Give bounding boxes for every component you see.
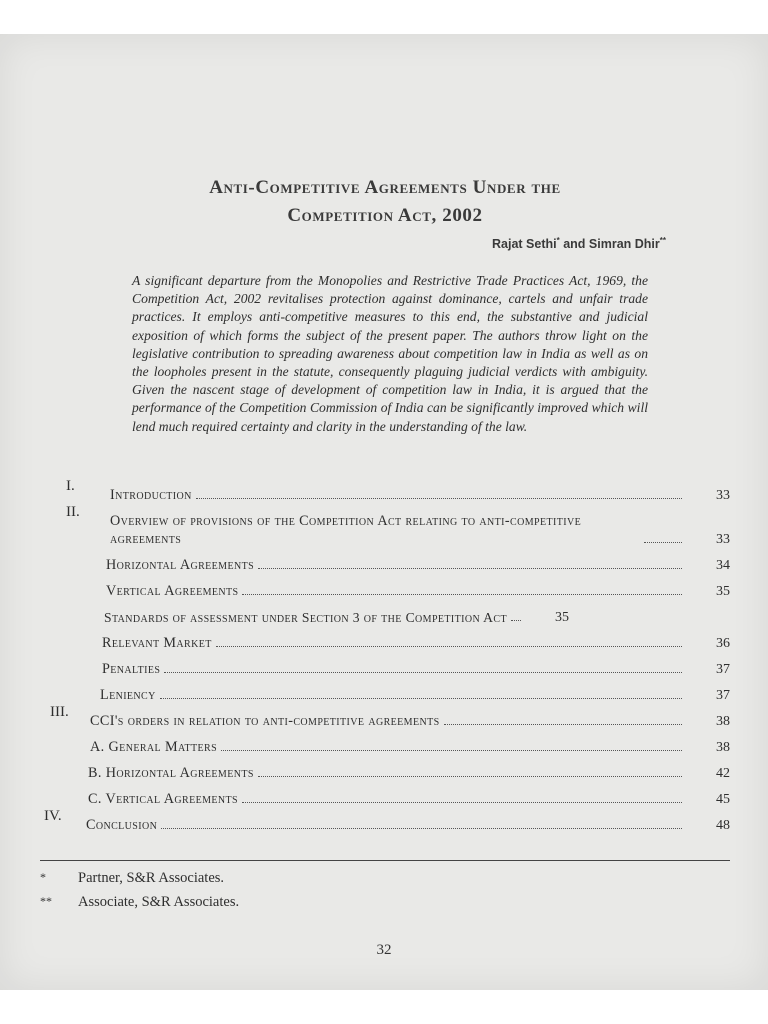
- toc-label: A. General Matters: [90, 739, 218, 755]
- toc-label: Penalties: [102, 661, 161, 677]
- toc-leader-dots: [444, 724, 682, 725]
- toc-page: 33: [716, 488, 730, 503]
- toc-leader-dots: [161, 828, 682, 829]
- toc-label: CCI's orders in relation to anti-competitive agreements: [90, 713, 440, 729]
- toc-leader-dots: [216, 646, 682, 647]
- footnote-mark: **: [659, 236, 666, 245]
- toc-number: I.: [66, 478, 75, 494]
- toc-leader-dots: [160, 698, 682, 699]
- toc-entry: [40, 756, 730, 782]
- toc-page: 38: [716, 740, 730, 755]
- author-name: Rajat Sethi: [492, 237, 557, 252]
- footnote-text: Associate, S&R Associates.: [78, 894, 240, 910]
- toc-page: 37: [716, 688, 730, 703]
- toc-label: Relevant Market: [102, 635, 212, 651]
- author-conjunction: and: [559, 237, 589, 252]
- title-line-1: Anti-Competitive Agreements Under the: [209, 177, 561, 198]
- author-byline: [492, 236, 666, 251]
- footnote-mark: *: [40, 870, 46, 884]
- toc-entry: [40, 478, 730, 504]
- toc-entry: [40, 600, 730, 626]
- toc-entry: [40, 652, 730, 678]
- toc-number: II.: [66, 504, 80, 520]
- toc-entry: [40, 548, 730, 574]
- toc-leader-dots: [258, 568, 682, 569]
- toc-page: 36: [716, 636, 730, 651]
- footnote-divider: [40, 860, 730, 861]
- page-number: 32: [376, 942, 392, 958]
- toc-page: 45: [716, 792, 730, 807]
- toc-page: 38: [716, 714, 730, 729]
- toc-leader-dots: [196, 498, 682, 499]
- toc-leader-dots: [164, 672, 682, 673]
- toc-entry: [40, 808, 730, 834]
- toc-entry: [40, 782, 730, 808]
- toc-page: 35: [716, 584, 730, 599]
- toc-entry: [40, 626, 730, 652]
- toc-leader-dots: [221, 750, 682, 751]
- table-of-contents: [40, 478, 730, 834]
- footnote-mark: **: [40, 894, 52, 908]
- toc-label: Standards of assessment under Section 3 of the Competition Act: [104, 610, 507, 625]
- abstract-paragraph: A significant departure from the Monopolies and Restrictive Trade Practices Act, 1969, the Competition Act, 2002 revitalises protection against dominance, cartels and unfair trade practices. It employs anti-competitive measures to this end, the substantive and judicial exposition of which forms the subject of the present paper. The authors throw light on the legislative contribution to spreading awareness about competition law in India as well as on the loopholes present in the statute, consequently plaguing judicial verdicts with ambiguity. Given the nascent stage of development of competition law in India, it is argued that the performance of the Competition Commission of India can be significantly improved which will lend much required certainty and clarity in the understanding of the law.: [132, 273, 648, 434]
- toc-leader-dots: [258, 776, 682, 777]
- footnote-mark: *: [556, 236, 560, 245]
- toc-entry: [40, 730, 730, 756]
- toc-page: 33: [716, 532, 730, 547]
- toc-page: 48: [716, 818, 730, 833]
- toc-label: B. Horizontal Agreements: [88, 765, 254, 781]
- toc-leader-dots: [511, 620, 521, 621]
- toc-page: 34: [716, 558, 730, 573]
- toc-entry: [40, 574, 730, 600]
- toc-leader-dots: [242, 802, 682, 803]
- toc-label: Overview of provisions of the Competition Act relating to anti-competitive agreements: [110, 513, 582, 547]
- toc-label: Introduction: [110, 487, 192, 503]
- toc-label: C. Vertical Agreements: [88, 791, 238, 807]
- toc-entry: [40, 678, 730, 704]
- book-page: [0, 34, 768, 990]
- footnote-text: Partner, S&R Associates.: [78, 870, 225, 886]
- toc-leader-dots: [644, 542, 682, 543]
- toc-entry: [40, 704, 730, 730]
- toc-entry: [40, 504, 730, 548]
- toc-label: Leniency: [100, 687, 156, 703]
- author-name: Simran Dhir: [588, 237, 660, 252]
- toc-page: 42: [716, 766, 730, 781]
- toc-label: Vertical Agreements: [106, 583, 239, 599]
- toc-number: III.: [50, 704, 69, 720]
- toc-label: Horizontal Agreements: [106, 557, 255, 573]
- toc-page: 37: [716, 662, 730, 677]
- title-line-2: Competition Act, 2002: [287, 205, 483, 226]
- toc-page: 35: [554, 610, 569, 625]
- article-title: [80, 174, 690, 230]
- toc-label: Conclusion: [86, 817, 158, 833]
- toc-number: IV.: [44, 808, 62, 824]
- toc-leader-dots: [242, 594, 682, 595]
